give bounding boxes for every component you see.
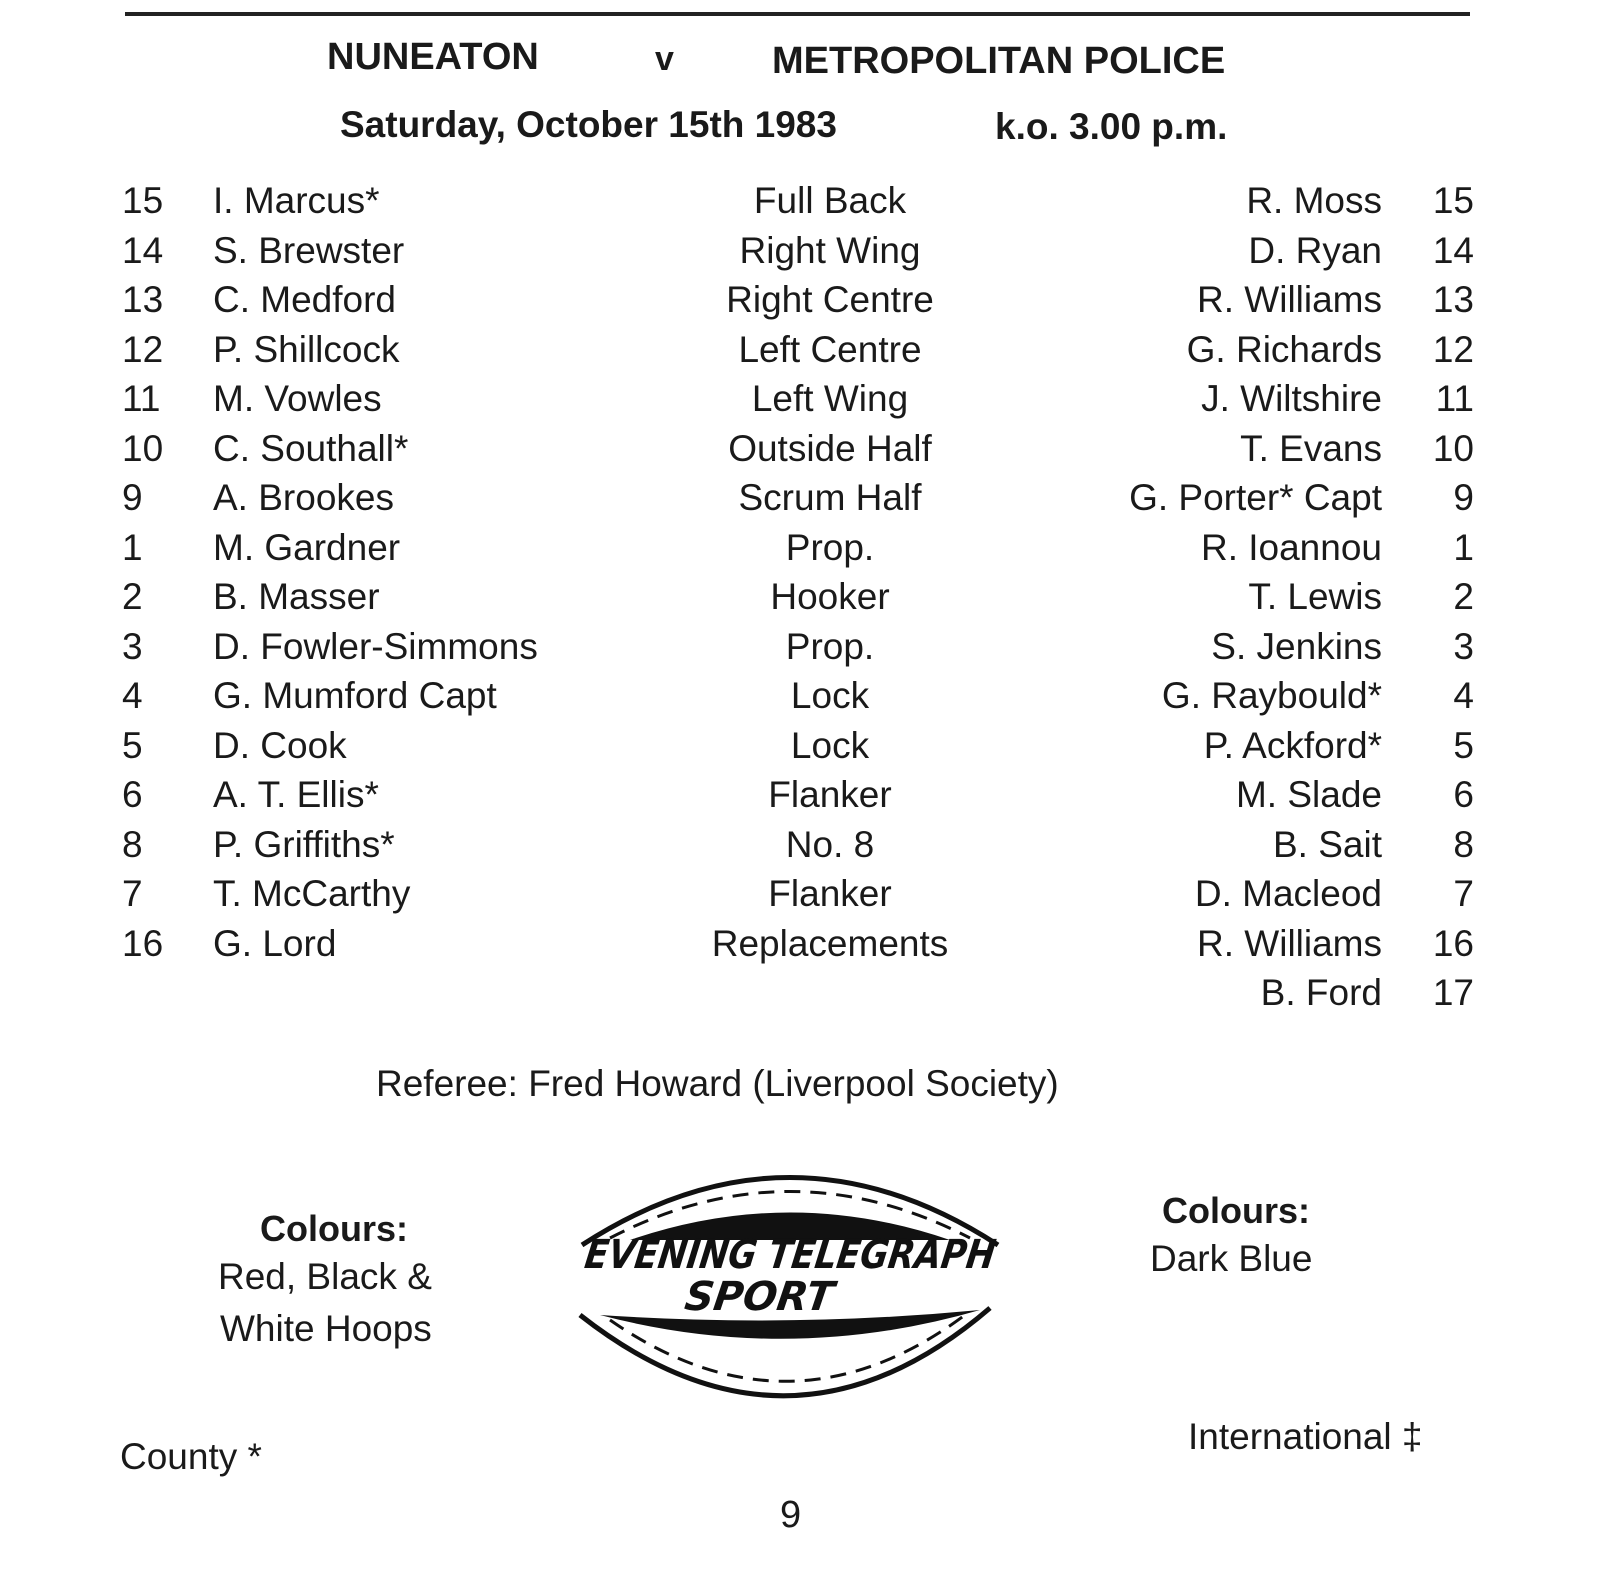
home-player-name: P. Griffiths* bbox=[213, 824, 395, 865]
home-player-number: 3 bbox=[122, 626, 143, 667]
away-player-name: R. Moss bbox=[1246, 180, 1382, 221]
away-player-name: B. Ford bbox=[1260, 972, 1382, 1013]
position-label: Left Centre bbox=[738, 329, 922, 370]
away-player-number: 14 bbox=[1432, 230, 1474, 271]
home-player-number: 7 bbox=[122, 873, 143, 914]
lineup-row bbox=[0, 725, 1600, 773]
away-player-name: D. Ryan bbox=[1248, 230, 1382, 271]
evening-telegraph-sport-logo bbox=[570, 1150, 1068, 1420]
home-player-name: C. Medford bbox=[213, 279, 397, 320]
home-player-number: 10 bbox=[122, 428, 164, 469]
home-player-name: T. McCarthy bbox=[213, 873, 411, 914]
home-player-name: M. Gardner bbox=[213, 527, 401, 568]
lineup-row bbox=[0, 378, 1600, 426]
logo-text-line1: EVENING TELEGRAPH bbox=[582, 1232, 1068, 1278]
lineup-row bbox=[0, 923, 1600, 971]
home-player-name: B. Masser bbox=[213, 576, 380, 617]
away-player-name: S. Jenkins bbox=[1211, 626, 1382, 667]
away-player-name: D. Macleod bbox=[1194, 873, 1382, 914]
away-colours-title: Colours: bbox=[1162, 1190, 1310, 1231]
position-label: Lock bbox=[790, 675, 870, 716]
home-player-number: 13 bbox=[122, 279, 164, 320]
page-number: 9 bbox=[780, 1494, 802, 1536]
away-player-number: 11 bbox=[1435, 378, 1474, 419]
home-player-name: S. Brewster bbox=[213, 230, 405, 271]
away-player-number: 10 bbox=[1432, 428, 1474, 469]
home-colours-line2: White Hoops bbox=[220, 1308, 432, 1349]
position-label: Right Wing bbox=[739, 230, 921, 271]
lineup-row bbox=[0, 477, 1600, 525]
lineup-row bbox=[0, 873, 1600, 921]
home-team-title: NUNEATON bbox=[327, 36, 539, 78]
home-player-number: 9 bbox=[122, 477, 143, 518]
home-player-number: 8 bbox=[122, 824, 143, 865]
home-colours-title: Colours: bbox=[260, 1208, 408, 1249]
home-player-name: G. Mumford Capt bbox=[213, 675, 497, 716]
home-player-number: 6 bbox=[122, 774, 143, 815]
away-player-name: P. Ackford* bbox=[1203, 725, 1382, 766]
home-player-name: C. Southall* bbox=[213, 428, 409, 469]
home-player-number: 11 bbox=[122, 378, 161, 419]
away-player-number: 4 bbox=[1453, 675, 1474, 716]
away-player-number: 15 bbox=[1432, 180, 1474, 221]
away-player-number: 8 bbox=[1453, 824, 1474, 865]
away-player-number: 3 bbox=[1453, 626, 1474, 667]
away-player-number: 17 bbox=[1432, 972, 1474, 1013]
lineup-row bbox=[0, 824, 1600, 872]
home-player-name: D. Fowler-Simmons bbox=[213, 626, 538, 667]
away-player-number: 2 bbox=[1453, 576, 1474, 617]
away-player-number: 6 bbox=[1453, 774, 1474, 815]
home-player-name: P. Shillcock bbox=[213, 329, 400, 370]
lineup-row bbox=[0, 428, 1600, 476]
top-rule bbox=[125, 12, 1470, 16]
position-label: No. 8 bbox=[785, 824, 875, 865]
position-label: Prop. bbox=[785, 626, 875, 667]
away-player-name: G. Richards bbox=[1186, 329, 1382, 370]
logo-text-line2: SPORT bbox=[681, 1274, 837, 1320]
away-player-number: 12 bbox=[1432, 329, 1474, 370]
home-player-number: 4 bbox=[122, 675, 143, 716]
position-label: Lock bbox=[790, 725, 870, 766]
away-player-name: R. Ioannou bbox=[1200, 527, 1382, 568]
match-date: Saturday, October 15th 1983 bbox=[340, 104, 837, 145]
home-player-number: 1 bbox=[122, 527, 143, 568]
home-player-number: 16 bbox=[122, 923, 164, 964]
position-label: Left Wing bbox=[751, 378, 909, 419]
away-player-name: R. Williams bbox=[1197, 279, 1382, 320]
position-label: Flanker bbox=[768, 873, 892, 914]
home-player-number: 14 bbox=[122, 230, 164, 271]
away-player-name: G. Porter* Capt bbox=[1129, 477, 1382, 518]
away-player-name: B. Sait bbox=[1273, 824, 1382, 865]
away-team-title: METROPOLITAN POLICE bbox=[772, 40, 1226, 82]
away-player-name: G. Raybould* bbox=[1161, 675, 1382, 716]
home-player-number: 2 bbox=[122, 576, 143, 617]
away-player-number: 7 bbox=[1453, 873, 1474, 914]
home-player-number: 12 bbox=[122, 329, 164, 370]
away-player-number: 16 bbox=[1432, 923, 1474, 964]
lineup-row bbox=[0, 180, 1600, 228]
lineup-row bbox=[0, 626, 1600, 674]
referee-line: Referee: Fred Howard (Liverpool Society) bbox=[376, 1063, 1059, 1104]
home-player-name: G. Lord bbox=[213, 923, 337, 964]
lineup-row bbox=[0, 527, 1600, 575]
lineup-row bbox=[0, 279, 1600, 327]
position-label: Full Back bbox=[753, 180, 907, 221]
position-label: Replacements bbox=[711, 923, 949, 964]
away-player-number: 13 bbox=[1432, 279, 1474, 320]
away-player-name: J. Wiltshire bbox=[1201, 378, 1382, 419]
away-player-name: T. Lewis bbox=[1248, 576, 1382, 617]
international-key: International ‡ bbox=[1188, 1416, 1423, 1457]
position-label: Hooker bbox=[770, 576, 890, 617]
position-label: Scrum Half bbox=[738, 477, 922, 518]
away-player-number: 1 bbox=[1453, 527, 1474, 568]
away-player-number: 5 bbox=[1453, 725, 1474, 766]
versus-label: v bbox=[655, 40, 674, 78]
away-player-name: R. Williams bbox=[1197, 923, 1382, 964]
lineup-row bbox=[0, 675, 1600, 723]
away-player-number: 9 bbox=[1453, 477, 1474, 518]
home-colours-line1: Red, Black & bbox=[218, 1256, 432, 1297]
away-player-name: T. Evans bbox=[1240, 428, 1382, 469]
home-player-number: 15 bbox=[122, 180, 164, 221]
home-player-number: 5 bbox=[122, 725, 143, 766]
home-player-name: A. T. Ellis* bbox=[213, 774, 379, 815]
position-label: Right Centre bbox=[726, 279, 934, 320]
away-player-name: M. Slade bbox=[1235, 774, 1382, 815]
lineup-row bbox=[0, 972, 1600, 1020]
lineup-row bbox=[0, 774, 1600, 822]
position-label: Flanker bbox=[768, 774, 892, 815]
home-player-name: M. Vowles bbox=[213, 378, 382, 419]
lineup-row bbox=[0, 576, 1600, 624]
home-player-name: D. Cook bbox=[213, 725, 347, 766]
position-label: Prop. bbox=[785, 527, 875, 568]
lineup-row bbox=[0, 329, 1600, 377]
home-player-name: I. Marcus* bbox=[213, 180, 380, 221]
kickoff-time: k.o. 3.00 p.m. bbox=[995, 106, 1228, 147]
away-colours-line1: Dark Blue bbox=[1150, 1238, 1313, 1279]
home-player-name: A. Brookes bbox=[213, 477, 394, 518]
county-key: County * bbox=[120, 1436, 262, 1477]
lineup-row bbox=[0, 230, 1600, 278]
position-label: Outside Half bbox=[728, 428, 932, 469]
